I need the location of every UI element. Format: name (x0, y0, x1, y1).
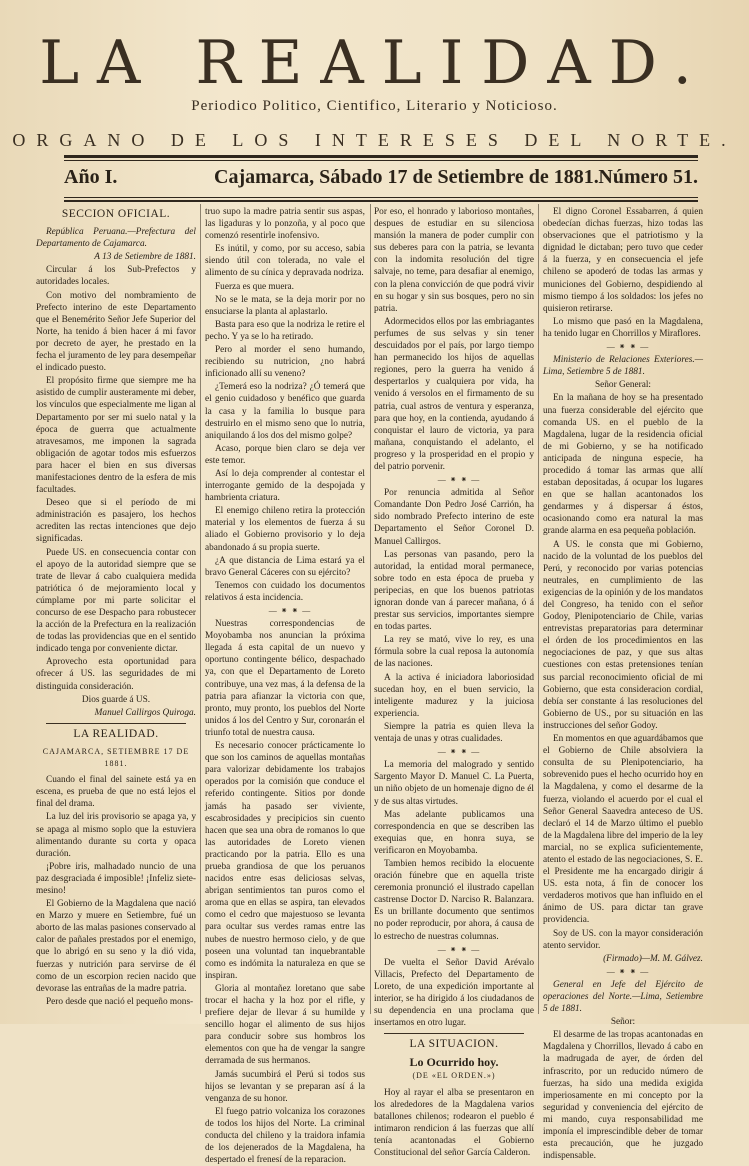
article-paragraph: Circular á los Sub-Prefectos y autoridades locales. (36, 265, 196, 288)
article-source: (DE «EL ORDEN.») (412, 1071, 496, 1081)
editorial-dateline: CAJAMARCA, SETIEMBRE 17 DE 1881. (42, 746, 190, 769)
article-paragraph: Con motivo del nombramiento de Prefecto interino de este Departamento que el Benemérito Señor Jefe Superior del Norte, ha tenido á bien hacer á mi favor por decreto de ayer, he prestado en la fecha el juramento de ley para desempeñar el indicado puesto. (36, 290, 196, 374)
column-3 (374, 206, 534, 1159)
article-salutation: Señor: (610, 1017, 636, 1028)
article-paragraph: De vuelta el Señor David Arévalo Villacis, Prefecto del Departamento de Loreto, de una expedición importante al interior, se ha dirigido á los ciudadanos de su dependencia en una proclama que insertamos en otro lugar. (374, 957, 534, 1029)
dateline-rule-1 (64, 197, 698, 198)
column-divider-3 (538, 204, 539, 1014)
article-paragraph: El Gobierno de la Magdalena que nació en Marzo y muere en Setiembre, fué un aborto de las malas pasiones conservado al calor de pañales prestados por el enemigo, que lo abrigó en su seno y la dió vida, fuerzas y nutrición para servirse de él como de un escorpion recien nacido que devorase las entrañas de la madre patria. (36, 899, 196, 994)
article-heading: Ministerio de Relaciones Exteriores.—Lima, Setiembre 5 de 1881. (543, 355, 703, 378)
article-paragraph: El fuego patrio volcaniza los corazones de todos los hijos del Norte. La criminal conducta del chileno y la traidora infamia de los dejenerados de la Magdalena, ha despertado el frenesí de la reparacion. (205, 1106, 365, 1166)
article-paragraph: A US. le consta que mi Gobierno, nacido de la voluntad de los pueblos del Perú, y reconocido por varias potencias neutrales, en cumplimiento de las exigencias de la opinión y de los mandatos del Congreso, ha tenido con el señor Godoy, Plenipotenciario de Chile, varias entrevistas preparatorias para determinar el órden de los procedimientos en las negociaciones de paz, y que sus altas cuestiones con estas pretensiones tenían sus parcial reconocimiento oficial de mi Gobierno, que esta consideracion cordial, debía ser constante á las resoluciones del Gobierno de US., por su situación en las instrucciones del señor Godoy. (543, 539, 703, 731)
article-paragraph: Siempre la patria es quien lleva la ventaja de unas y otras cualidades. (374, 721, 534, 745)
article-paragraph: Hoy al rayar el alba se presentaron en los alrededores de la Magdalena varios batallones chilenos; rodearon el pueblo é intimaron rendicion á las fuerzas que allí tenía acantonadas el Gobierno Constitucional del señor García Calderon. (374, 1087, 534, 1159)
article-paragraph: Mas adelante publicamos una correspondencia en que se describen las exequias que, en honra suya, se verificaron en Moyobamba. (374, 809, 534, 856)
article-paragraph: El desarme de las tropas acantonadas en Magdalena y Chorrillos, llevado á cabo en la madrugada de ayer, de órden del infrascrito, por un reducido número de fuerzas, ha sido una medida exigida imperiosamente en mi concepto por la seguridad y conveniencia del ejército de mi mando, cuya responsabilidad me imponía el imprescindible deber de tomar esta precaución, que he juzgado indispensable. (543, 1030, 703, 1162)
article-title: Lo Ocurrido hoy. (409, 1055, 499, 1070)
section-heading-realidad: LA REALIDAD. (73, 727, 159, 740)
divider (384, 1033, 524, 1034)
article-paragraph: Tambien hemos recibido la elocuente oración fúnebre que en aquella triste ceremonia pronunció el ilustrado capellan castrense Doctor D. Narciso R. Balanzara. Es un brillante documento que sentimos no poder reproducir, por ahora, á causa de lo estrecho de nuestras columnas. (374, 858, 534, 942)
article-paragraph: El digno Coronel Essabarren, á quien obedecían dichas fuerzas, hizo todas las observaciones que el patriotismo y la dignidad le dictaban; pero tuvo que ceder á la fuerza, y en consecuencia el jefe chileno se apoderó de todas las armas y municiones del Gobierno, despidiendo al mismo tiempo á los soldados: los jefes no quisieron retirarse. (543, 207, 703, 314)
ornament-divider: — ⁕ ⁕ — (437, 475, 481, 485)
article-paragraph: Acaso, porque bien claro se deja ver este temor. (205, 443, 365, 466)
column-divider-1 (200, 204, 201, 1014)
article-paragraph: Pero al morder el seno humando, recibiendo su nutricion, ¿no habrá inficionado allí su veneno? (205, 345, 365, 380)
masthead-rule-thin (64, 160, 698, 161)
article-paragraph: ¿Temerá eso la nodriza? ¿Ó temerá que el genio cuidadoso y benéfico que guarda la casa y la familia lo busque para destruirlo en el mismo seno que lo nutria, aniquilando á los dos del mismo golpe? (205, 382, 365, 441)
article-paragraph: La luz del iris provisorio se apaga ya, y se apaga al mismo soplo que la estuviera alimentando durante su corta y opaca duración. (36, 812, 196, 859)
masthead-subtitle: Periodico Politico, Cientifico, Literario y Noticioso. (191, 98, 558, 114)
article-paragraph: Pero desde que nació el pequeño mons- (46, 996, 194, 1007)
article-paragraph: Es necesario conocer prácticamente lo que son los caminos de aquellas montañas para valorizar debidamente los trabajos operados por la comisión que conduce el referido contingente. Sitios por donde jamás ha pasado ser viviente, escabrosidades y precipicios sin cuento hacen que sea una obra de romanos lo que las autoridades de Loreto vienen practicando por la patria. Ello es una prueba grandiosa de que los peruanos nacidos entre esas deliciosas selvas, abrigan sentimientos tan puros como el aroma que en ellas se aspira, tan elevados como el cedro que majestuoso se levanta para ocultar sus verdes ramas entre las nubes de nuestro hermoso cielo, y de que poseen una voluntad tan inquebrantable como es indómita la naturaleza en que se inspiran. (205, 741, 365, 981)
divider (46, 723, 186, 724)
article-paragraph: En la mañana de hoy se ha presentado una fuerza considerable del ejército que comanda US. en el pueblo de la Magdalena, lugar de la residencia oficial de mi Gobierno, y se ha notificado anticipada de ninguna especie, ha procedido á tomar las armas que allí estaban depositadas, á ocupar los lugares en que se hallan acantonados los gendarmes y á dispersar á éstos, ocasionando como era natural la mas grande alarma en esa pequeña población. (543, 393, 703, 537)
article-paragraph: Soy de US. con la mayor consideración atento servidor. (543, 928, 703, 951)
article-paragraph: Deseo que si el período de mi administración es pasajero, los hechos acrediten las rectas intenciones que dejo significadas. (36, 498, 196, 545)
article-date: A 13 de Setiembre de 1881. (94, 252, 196, 263)
article-paragraph: No se le mata, se la deja morir por no ensuciarse la planta al aplastarlo. (205, 294, 365, 317)
article-paragraph: El propósito firme que siempre me ha asistido de cumplir austeramente mi deber, los vínculos que especialmente me ligan al Departamento por ser mi suelo natal y la época de guerra que actualmente atravesamos, me imponen la sagrada obligación de agotar todos mis esfuerzos para hacer el bien en sus diversas manifestaciones dentro de la esfera de mis facultades. (36, 376, 196, 496)
article-paragraph: Adormecidos ellos por las embriagantes perfumes de sus selvas y sin tener descuidados por el país, por largo tiempo han permanecido los hijos de aquellas regiones, pero la guerra ha venido á despertarlos y cualquiera por vida, ha venido á versolos en el firmamento de su patria, cual astros de ventura y esperanza, para que hoy, en la contienda, ayudando á conquistar el lauro de victoria, ya para mañana, conquistando el adelanto, el progreso y la prosperidad en el propio y del patrio porvenir. (374, 316, 534, 472)
article-paragraph: Puede US. en consecuencia contar con el apoyo de la autoridad siempre que se trate de llevar á cabo cualquiera medida patriótica ó de mejoramiento local y cúmplame por mi parte solicitar el concurso de ese Despacho para robustecer la acción de la Prefectura en la realización de todas las providencias que en el sentido indicado tenga por conveniente dictar. (36, 547, 196, 655)
article-paragraph: Nuestras correspondencias de Moyobamba nos anuncian la próxima llegada á esta capital de un nuevo y oportuno contingente bélico, despachado ya, con que el Departamento de Loreto contribuye, una vez mas, á la defensa de la patria para afianzar la victoria con que, pronto, muy pronto, los pueblos del Norte unidos á los del Centro y Sur, coronarán el triunfo total de nuestra causa. (205, 619, 365, 738)
dateline-year: Año I. (64, 166, 118, 188)
dateline (64, 166, 698, 194)
article-signature: Manuel Callirgos Quiroga. (94, 707, 196, 718)
masthead-title: LA REALIDAD. (39, 28, 710, 98)
masthead-rule-top (64, 155, 698, 158)
column-divider-2 (370, 204, 371, 1014)
article-paragraph: Es inútil, y como, por su acceso, sabia siendo útil con tolerada, no vale el alimento de su cínica y depravada nodriza. (205, 244, 365, 279)
article-paragraph: Así lo deja comprender al contestar el interrogante gemido de la despojada y hambrienta criatura. (205, 468, 365, 504)
article-paragraph: Fuerza es que muera. (215, 281, 294, 292)
article-paragraph: En momentos en que aguardábamos que el Gobierno de Chile absolviera la consulta de su Plenipotenciario, ha sobrevenido pues el hecho ocurrido hoy en la Magdalena, y como el desarme de la fuerza, violando el acuerdo por el cual el Señor General Saavedra anteceso de US. declaró el 14 de Marzo último el pueblo de la Magdalena libre del imperio de la ley marcial, no se explica suficientemente, atento el estado de las negociaciones, S. E. el Presidente me ha encargado dirigir á US. esta nota, á fin de conocer los verdaderos motivos que han influido en el ánimo de US. para dictar tan grave providencia. (543, 734, 703, 926)
column-1 (36, 206, 196, 1021)
article-paragraph: ¡Pobre iris, malhadado nuncio de una paz desgraciada é imposible! ¡Infeliz siete-mesino! (36, 861, 196, 896)
article-paragraph: Lo mismo que pasó en la Magdalena, ha tenido lugar en Chorrillos y Miraflores. (543, 316, 703, 339)
section-heading-situacion: LA SITUACION. (409, 1038, 499, 1051)
dateline-rule-2 (64, 200, 698, 202)
article-signature: (Firmado)—M. M. Gálvez. (603, 953, 703, 964)
article-paragraph: Por renuncia admitida al Señor Comandante Don Pedro José Carrión, ha sido nombrado Prefecto interino de este Departamento el Señor Coronel D. Manuel Callirgos. (374, 488, 534, 547)
article-paragraph: Gloria al montañez loretano que sabe trocar el hacha y la hoz por el rifle, y prefiere dejar de llevar á su humilde y sencillo hogar el alimento de sus hijos para conducir sobre sus hombros los elementos con que ha de vengar la sangre derramada de sus hermanos. (205, 983, 365, 1067)
ornament-divider: — ⁕ ⁕ — (268, 606, 312, 615)
article-paragraph: Jamás sucumbirá el Perú si todos sus hijos se levantan y se preparan así á la venganza de su honor. (205, 1069, 365, 1104)
article-paragraph: República Peruana.—Prefectura del Departamento de Cajamarca. (36, 227, 196, 250)
article-paragraph: ¿A que distancia de Lima estará ya el bravo General Cáceres con su ejército? (205, 555, 365, 578)
article-paragraph: Basta para eso que la nodriza le retire el pecho. Y ya se lo ha retirado. (205, 319, 365, 342)
ornament-divider: — ⁕ ⁕ — (606, 342, 650, 352)
article-paragraph: La rey se mató, vive lo rey, es una fórmula sobre la cual reposa la autonomía de las naciones. (374, 635, 534, 670)
article-closing: Dios guarde á US. (81, 694, 151, 705)
section-heading-oficial: SECCION OFICIAL. (61, 208, 171, 220)
dateline-place-date: Cajamarca, Sábado 17 de Setiembre de 1881. (214, 166, 599, 188)
column-4 (543, 206, 703, 1162)
article-salutation: Señor General: (594, 380, 652, 391)
article-paragraph: Tenemos con cuidado los documentos relativos á esta incidencia. (205, 580, 365, 603)
article-paragraph: truo supo la madre patria sentir sus aspas, las ligaduras y lo ponzoña, y al poco que comenzó resentirle inofensivo. (205, 207, 365, 242)
article-paragraph: Cuando el final del sainete está ya en escena, es prueba de que no está lejos el final del drama. (36, 775, 196, 810)
article-paragraph: El enemigo chileno retira la protección material y los elementos de fuerza á su aliado el Gobierno provisorio y lo deja abandonado á su propia suerte. (205, 506, 365, 553)
article-paragraph: Aprovecho esta oportunidad para ofrecer á US. las seguridades de mi distinguida consideración. (36, 657, 196, 692)
ornament-divider: — ⁕ ⁕ — (437, 944, 481, 954)
ornament-divider: — ⁕ ⁕ — (437, 747, 481, 757)
article-paragraph: La memoria del malogrado y sentido Sargento Mayor D. Manuel C. La Puerta, un niño objeto de un homenaje digno de él y de sus altas virtudes. (374, 760, 534, 807)
dateline-number: Número 51. (598, 166, 698, 188)
article-heading: General en Jefe del Ejército de operaciones del Norte.—Lima, Setiembre 5 de 1881. (543, 979, 703, 1015)
masthead-organ: ORGANO DE LOS INTERESES DEL NORTE. (12, 130, 737, 150)
article-paragraph: Por eso, el honrado y laborioso montañes, despues de estudiar en su silenciosa mansión la manera de poder cumplir con sus deberes para con la patria, se levanta con la indomita resolución del tigre salvaje, no teme, para desafiar al enemigo, con la plena convicción de que podrá vivir en su hogar y sin sus bosques, pero no sin patria. (374, 207, 534, 314)
ornament-divider: — ⁕ ⁕ — (606, 966, 650, 976)
column-2 (205, 206, 365, 1166)
article-paragraph: Las personas van pasando, pero la autoridad, la entidad moral permanece, sobre todo en esta época de prueba y peripecias, en que los buenos patriotas ignoran donde van á parecer mañana, ó á prestar sus servicios, importantes siempre en todas partes. (374, 549, 534, 633)
article-paragraph: A la activa é iniciadora laboriosidad sucedan hoy, en el buen servicio, la inteligente madurez y la juiciosa experiencia. (374, 672, 534, 719)
